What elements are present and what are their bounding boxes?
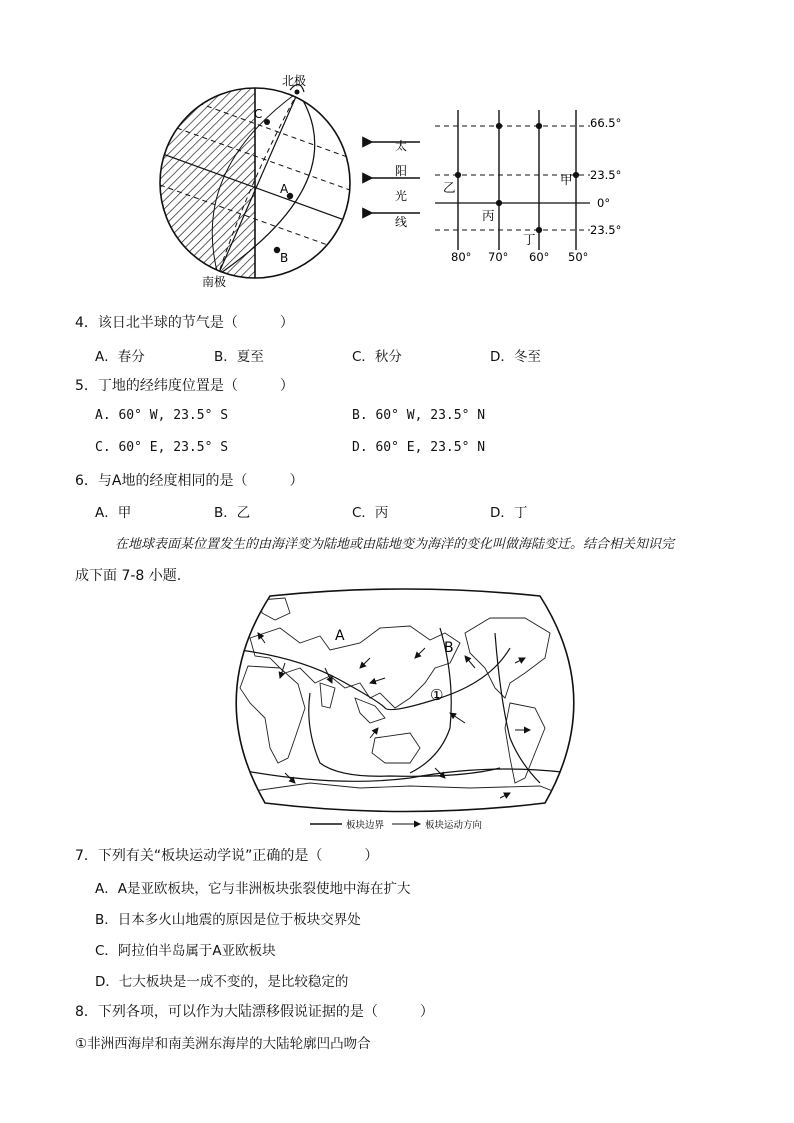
q5-option-c[interactable]: C. 60° E, 23.5° S (95, 440, 229, 455)
point-jia-label: 甲 (560, 172, 573, 187)
point-a-label: A (280, 182, 289, 196)
q6-option-a[interactable]: A．甲 (95, 505, 132, 521)
plate-a-label: A (335, 628, 345, 644)
question-4-stem: 4．该日北半球的节气是（ ） (75, 315, 294, 331)
sunlight-char: 太 (395, 139, 408, 153)
q7-option-d[interactable]: D．七大板块是一成不变的，是比较稳定的 (95, 974, 349, 990)
point-bing-label: 丙 (482, 208, 495, 223)
south-pole-label: 南极 (202, 275, 227, 289)
q7-option-a[interactable]: A．A是亚欧板块，它与非洲板块张裂使地中海在扩大 (95, 881, 411, 897)
q6-option-b[interactable]: B．乙 (214, 505, 251, 521)
lat-label: 23.5° (590, 168, 622, 182)
q4-option-d[interactable]: D．冬至 (490, 349, 541, 365)
lat-label: 66.5° (590, 116, 622, 130)
lon-label: 80° (451, 250, 472, 264)
plate-b-label: B (444, 640, 454, 656)
question-7-stem: 7．下列有关“板块运动学说”正确的是（ ） (75, 848, 379, 864)
intro-paragraph-line-2: 成下面 7-8 小题. (75, 568, 182, 584)
q6-option-d[interactable]: D．丁 (490, 505, 528, 521)
sunlight-char: 线 (395, 215, 408, 229)
point-c-marker (264, 119, 270, 125)
figure-globe-grid (150, 70, 640, 295)
legend-direction-label: 板块运动方向 (425, 820, 483, 831)
point-ding-label: 丁 (523, 232, 536, 247)
lon-label: 60° (529, 250, 550, 264)
point-b-label: B (280, 251, 289, 265)
q5-option-b[interactable]: B. 60° W, 23.5° N (352, 408, 486, 423)
question-6-stem: 6．与A地的经度相同的是（ ） (75, 473, 304, 489)
intro-paragraph-line-1: 在地球表面某位置发生的由海洋变为陆地或由陆地变为海洋的变化叫做海陆变迁。结合相关知识完 (115, 537, 675, 552)
north-pole-label: 北极 (282, 74, 307, 88)
legend-boundary-label: 板块边界 (346, 820, 385, 831)
question-8-stem: 8．下列各项，可以作为大陆漂移假说证据的是（ ） (75, 1004, 434, 1020)
q4-option-b[interactable]: B．夏至 (214, 349, 264, 365)
plate-1-label: ① (430, 686, 444, 704)
sunlight-char: 阳 (395, 164, 408, 178)
lat-label: 0° (597, 196, 611, 210)
question-5-stem: 5．丁地的经纬度位置是（ ） (75, 378, 294, 394)
q6-option-c[interactable]: C．丙 (352, 505, 389, 521)
q8-item-1: ①非洲西海岸和南美洲东海岸的大陆轮廓凹凸吻合 (75, 1036, 371, 1052)
figure-plate-map (210, 588, 600, 836)
lon-label: 50° (568, 250, 589, 264)
q5-option-d[interactable]: D. 60° E, 23.5° N (352, 440, 486, 455)
q4-option-c[interactable]: C．秋分 (352, 349, 402, 365)
q4-option-a[interactable]: A．春分 (95, 349, 145, 365)
q5-option-a[interactable]: A. 60° W, 23.5° S (95, 408, 229, 423)
lat-label: 23.5° (590, 223, 622, 237)
lon-label: 70° (488, 250, 509, 264)
globe (150, 70, 350, 295)
sunlight-char: 光 (395, 189, 408, 203)
q7-option-b[interactable]: B．日本多火山地震的原因是位于板块交界处 (95, 912, 361, 928)
point-yi-label: 乙 (443, 180, 456, 195)
point-c-label: C (254, 107, 263, 121)
q7-option-c[interactable]: C．阿拉伯半岛属于A亚欧板块 (95, 943, 276, 959)
